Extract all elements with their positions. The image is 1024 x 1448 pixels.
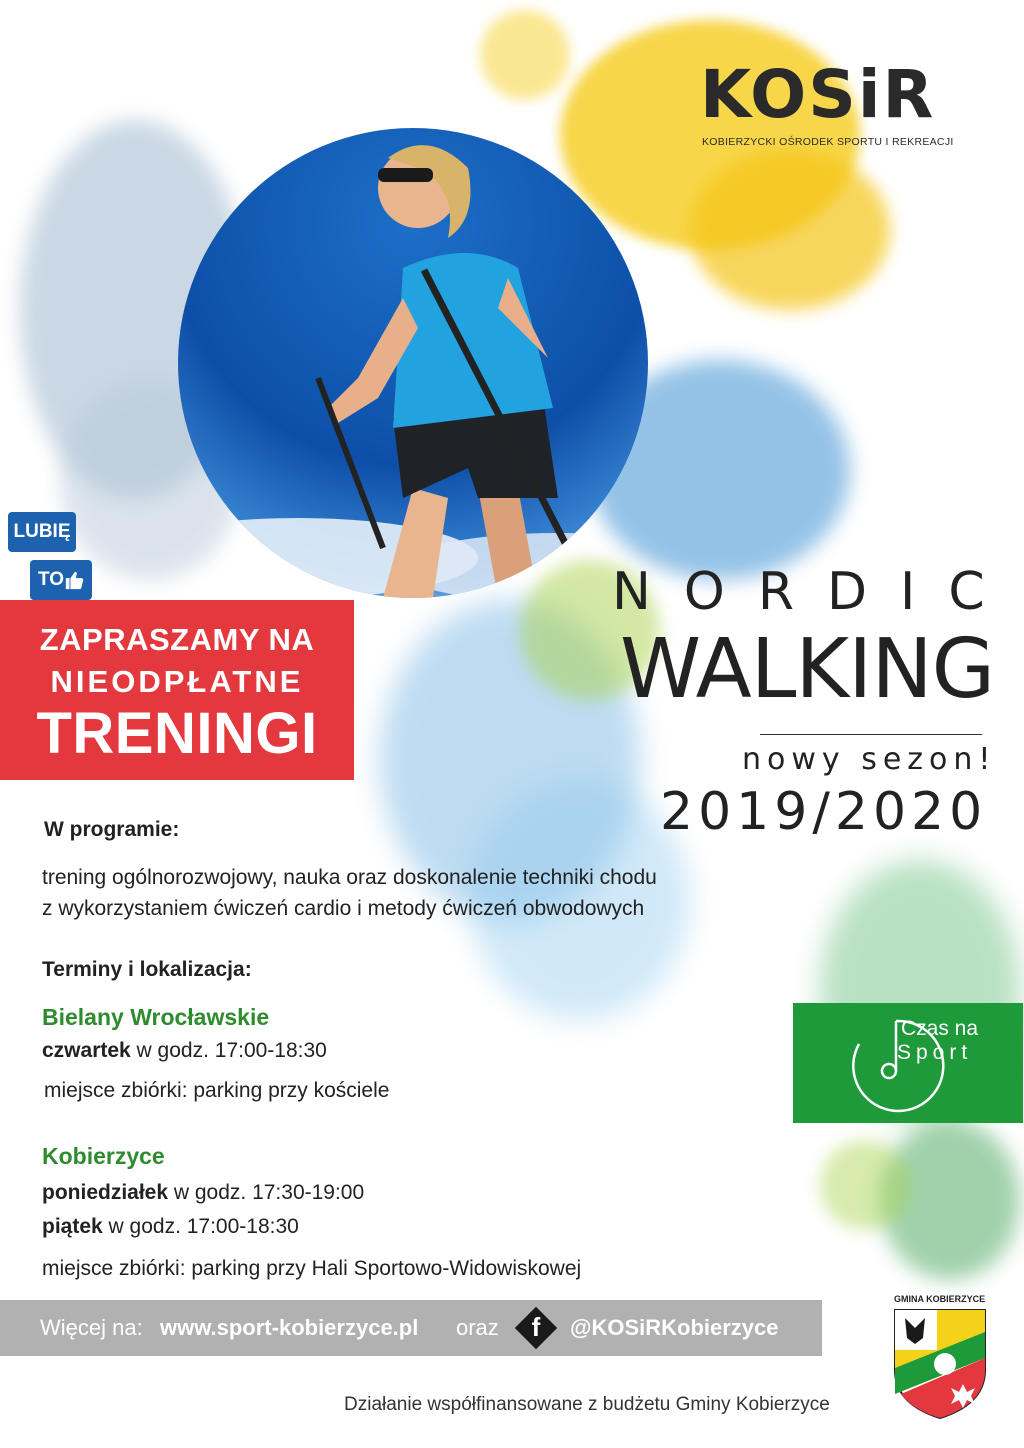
- kobierzyce-schedule-1: [42, 1181, 364, 1205]
- title-nordic: NORDIC: [612, 562, 1018, 622]
- nordic-walker-photo: [178, 128, 648, 598]
- invite-banner: [0, 600, 354, 780]
- more-label: Więcej na:: [40, 1315, 143, 1340]
- kobierzyce-time1: w godz. 17:30-19:00: [168, 1181, 365, 1204]
- like-badge: [8, 512, 92, 604]
- like-badge-line2: [30, 560, 92, 600]
- kobierzyce-day1: poniedziałek: [42, 1181, 169, 1204]
- gmina-crest-emblem: [893, 1308, 987, 1420]
- thumbs-up-icon: [64, 569, 86, 591]
- facebook-icon-glyph: f: [531, 1312, 541, 1342]
- like-badge-line1: LUBIĘ: [8, 512, 76, 552]
- invite-line3: TRENINGI: [36, 701, 318, 766]
- bielany-day: czwartek: [42, 1039, 131, 1062]
- bielany-time: w godz. 17:00-18:30: [130, 1039, 327, 1062]
- kobierzyce-day2: piątek: [42, 1215, 103, 1238]
- website-link[interactable]: www.sport-kobierzyce.pl: [160, 1315, 419, 1340]
- and-label: oraz: [456, 1315, 499, 1340]
- season-years: 2019/2020: [660, 782, 988, 842]
- title-walking: WALKING: [620, 622, 995, 717]
- invite-line1: ZAPRASZAMY NA: [39, 622, 315, 657]
- info-bar: [0, 1300, 822, 1356]
- season-label: nowy sezon!: [742, 742, 997, 777]
- kosir-logo: KOSiR: [700, 56, 936, 133]
- invite-line2: NIEODPŁATNE: [50, 664, 304, 699]
- schedule-heading: Terminy i lokalizacja:: [42, 958, 252, 981]
- kosir-logo-subtitle: KOBIERZYCKI OŚRODEK SPORTU I REKREACJI: [702, 136, 954, 148]
- kobierzyce-time2: w godz. 17:00-18:30: [102, 1215, 299, 1238]
- kobierzyce-meeting-point: miejsce zbiórki: parking przy Hali Sportowo-Widowiskowej: [42, 1257, 582, 1280]
- funding-note: Działanie współfinansowane z budżetu Gminy Kobierzyce: [344, 1394, 830, 1415]
- title-divider: [760, 734, 982, 735]
- kobierzyce-schedule-2: [42, 1215, 299, 1239]
- czas-na-sport-logo: [793, 1003, 1023, 1123]
- program-heading: W programie:: [44, 818, 180, 841]
- facebook-handle-link[interactable]: @KOSiRKobierzyce: [570, 1315, 779, 1340]
- location-bielany: Bielany Wrocławskie: [42, 1004, 270, 1030]
- program-line2: z wykorzystaniem ćwiczeń cardio i metody ćwiczeń obwodowych: [42, 897, 645, 920]
- program-line1: trening ogólnorozwojowy, nauka oraz doskonalenie techniki chodu: [42, 866, 657, 889]
- bielany-schedule: [42, 1039, 327, 1063]
- czas-text-line1: Czas na: [901, 1017, 979, 1040]
- facebook-icon[interactable]: [512, 1304, 560, 1352]
- bielany-meeting-point: miejsce zbiórki: parking przy kościele: [44, 1079, 390, 1102]
- czas-text-line2: Sport: [897, 1041, 973, 1064]
- gmina-label: GMINA KOBIERZYCE: [894, 1294, 986, 1304]
- location-kobierzyce: Kobierzyce: [42, 1143, 165, 1169]
- like-badge-text: TO: [38, 569, 65, 590]
